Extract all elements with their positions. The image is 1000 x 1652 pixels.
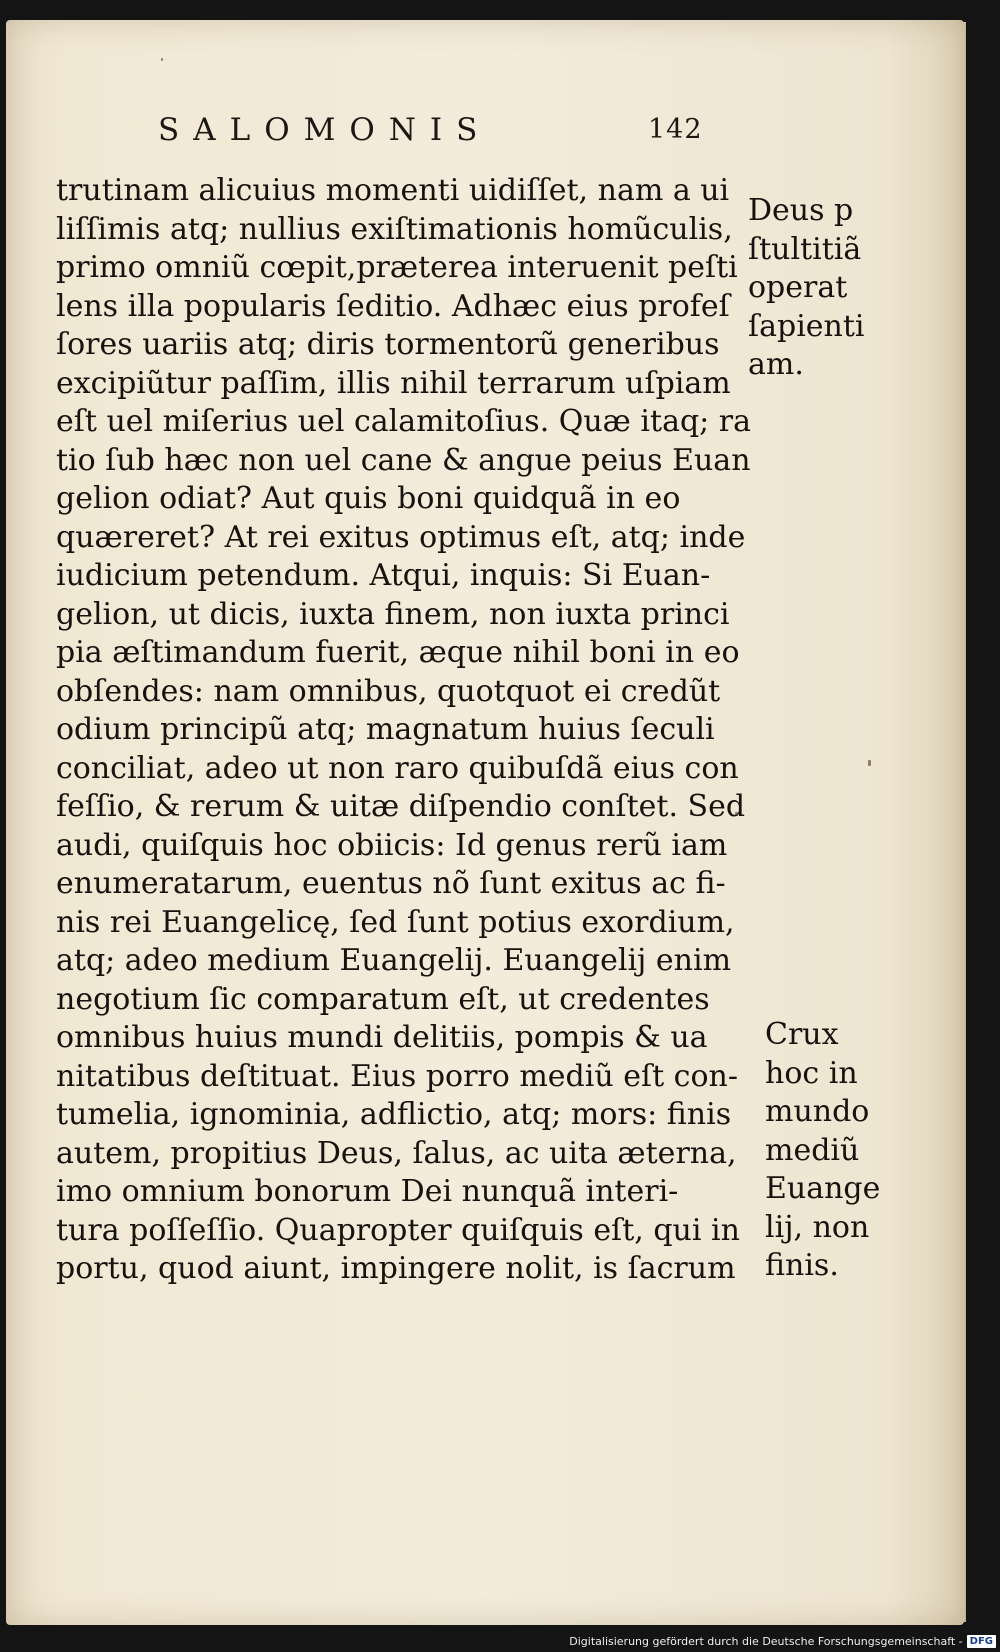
main-text-block [56, 172, 756, 1289]
margin-note-line: am. [748, 347, 804, 382]
margin-note-line: ſapienti [748, 308, 865, 344]
text-line: excipiũtur paſſim, illis nihil terrarum uſpiam [56, 365, 731, 401]
text-line: nis rei Euangelicę, ſed ſunt potius exordium, [56, 904, 735, 940]
margin-note-line: ſtultitiã [748, 231, 862, 267]
margin-note-line: mundo [765, 1094, 870, 1129]
text-line: obſendes: nam omnibus, quotquot ei credũt [56, 673, 721, 709]
text-line: gelion, ut dicis, iuxta finem, non iuxta princi [56, 596, 730, 632]
text-line: conciliat, adeo ut non raro quibuſdã eius con [56, 750, 739, 786]
page-number: 142 [648, 114, 703, 145]
margin-note-deus [748, 192, 865, 385]
text-line: portu, quod aiunt, impingere nolit, is ſacrum [56, 1251, 736, 1286]
paper-speck [161, 58, 163, 61]
text-line: ſores uariis atq; diris tormentorũ generibus [56, 327, 720, 362]
footer-credit: Digitalisierung gefördert durch die Deutsche Forschungsgemeinschaft - [569, 1635, 963, 1648]
text-line: enumeratarum, euentus nõ ſunt exitus ac fi- [56, 866, 726, 901]
margin-note-crux [765, 1016, 880, 1286]
text-line: audi, quiſquis hoc obiicis: Id genus rerũ iam [56, 827, 728, 863]
text-line: omnibus huius mundi delitiis, pompis & ua [56, 1020, 708, 1055]
digitization-footer [569, 1635, 996, 1648]
margin-note-line: Euange [765, 1171, 881, 1206]
running-head-title: SALOMONIS [158, 112, 492, 148]
text-line: quæreret? At rei exitus optimus eſt, atq; inde [56, 519, 746, 555]
text-line: tumelia, ignominia, adflictio, atq; mors: finis [56, 1097, 732, 1132]
paper-speck [868, 760, 871, 766]
margin-note-line: finis. [765, 1248, 839, 1283]
margin-note-line: Crux [765, 1017, 839, 1052]
margin-note-line: Deus p [748, 193, 854, 228]
margin-note-line: hoc in [765, 1055, 858, 1091]
text-line: iudicium petendum. Atqui, inquis: Si Euan- [56, 558, 711, 593]
text-line: tura poſſeſſio. Quapropter quiſquis eſt, qui in [56, 1212, 740, 1248]
text-line: eſt uel miſerius uel calamitoſius. Quæ itaq; ra [56, 404, 752, 439]
text-line: odium principũ atq; magnatum huius ſeculi [56, 712, 715, 747]
text-line: negotium ſic comparatum eſt, ut credentes [56, 981, 710, 1017]
text-line: feſſio, & rerum & uitæ diſpendio conſtet. Sed [56, 789, 746, 824]
text-line: pia æſtimandum fuerit, æque nihil boni in eo [56, 635, 740, 670]
text-line: autem, propitius Deus, ſalus, ac uita æterna, [56, 1135, 737, 1171]
running-head [158, 112, 708, 148]
text-line: imo omnium bonorum Dei nunquã interi- [56, 1174, 679, 1209]
text-line: lens illa popularis ſeditio. Adhæc eius profeſ [56, 288, 730, 324]
margin-note-line: operat [748, 270, 848, 305]
text-line: nitatibus deſtituat. Eius porro mediũ eſt con- [56, 1058, 738, 1094]
text-line: tio ſub hæc non uel cane & angue peius Euan [56, 442, 751, 478]
text-line: trutinam alicuius momenti uidiſſet, nam a ui [56, 173, 730, 208]
text-line: atq; adeo medium Euangelij. Euangelij enim [56, 943, 732, 978]
margin-note-line: lij, non [765, 1209, 870, 1245]
margin-note-line: mediũ [765, 1132, 860, 1168]
text-line: liſſimis atq; nullius exiſtimationis homũculis, [56, 211, 733, 247]
text-line: gelion odiat? Aut quis boni quidquã in eo [56, 481, 681, 516]
dfg-logo: DFG [967, 1635, 996, 1648]
text-line: primo omniũ cœpit,præterea interuenit peſti [56, 250, 738, 285]
